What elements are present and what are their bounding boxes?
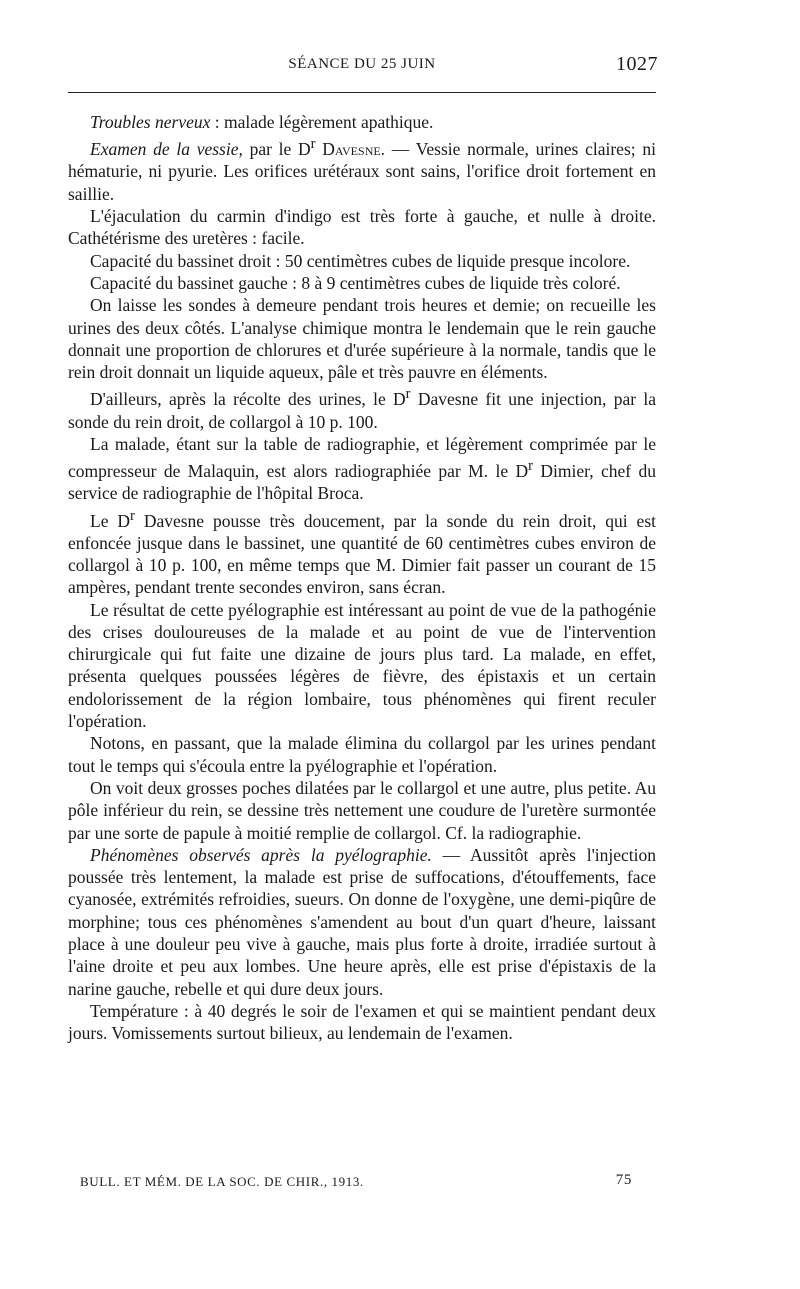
paragraph: Examen de la vessie, par le $D^r$ Davesne. — Vessie normale, urines claires; ni hématurie, ni pyurie. Les orifices urétéraux sont sains, l'orifice droit fortement en saillie. (68, 136, 656, 204)
author-name: Davesne. (315, 139, 386, 160)
paragraph: Phénomènes observés après la pyélographie. — Aussitôt après l'injection poussée très lentement, la malade est prise de suffocations, d'étouffements, face cyanosée, extrémités refroidies, sueurs. On donne de l'oxygène, une demi-piqûre de morphine; tous ces phénomènes s'amendent au bout d'un quart d'heure, laissant place à une douleur peu vive à gauche, mais plus forte à droite, irradiée surtout à l'aine droite et peu aux lombes. Une heure après, elle est prise d'épistaxis de la narine gauche, rebelle et qui dure deux jours. (68, 844, 656, 999)
paragraph: L'éjaculation du carmin d'indigo est très forte à gauche, et nulle à droite. Cathétérisme des uretères : facile. (68, 206, 656, 249)
paragraph-lead: Examen de la vessie, (90, 139, 243, 160)
paragraph: Notons, en passant, que la malade élimina du collargol par les urines pendant tout le temps qui s'écoula entre la pyélographie et l'opération. (68, 733, 656, 776)
header-rule (68, 92, 656, 93)
running-title: SÉANCE DU 25 JUIN (288, 56, 436, 72)
paragraph: Le résultat de cette pyélographie est intéressant au point de vue de la pathogénie des crises douloureuses de la malade et au point de vue de l'intervention chirurgicale qui fut faite une dizaine de jours plus tard. La malade, en effet, présenta quelques poussées légères de fièvre, des épistaxis et un certain endolorissement de la région lombaire, tous phénomènes qui firent reculer l'opération. (68, 599, 656, 732)
paragraph: La malade, étant sur la table de radiographie, et légèrement comprimée par le compresseur de Malaquin, est alors radiographiée par M. le $D^r$ Dimier, chef du service de radiographie de l'hôpital Broca. (68, 433, 656, 504)
paragraph: Température : à 40 degrés le soir de l'examen et qui se maintient pendant deux jours. Vomissements surtout bilieux, au lendemain de l'examen. (68, 1000, 656, 1044)
paragraph-lead: Troubles nerveux (90, 112, 211, 132)
paragraph: Capacité du bassinet droit : 50 centimètres cubes de liquide presque incolore. (90, 250, 631, 271)
running-header (66, 53, 658, 82)
paragraph: Le $D^r$ Davesne pousse très doucement, par la sonde du rein droit, qui est enfoncée jusque dans le bassinet, une quantité de 60 centimètres cubes environ de collargol à 10 p. 100, en même temps que M. Dimier fait passer un courant de 15 ampères, pendant trente secondes environ, sans écran. (68, 507, 656, 598)
signature-number: 75 (615, 1172, 632, 1188)
paragraph: On laisse les sondes à demeure pendant trois heures et demie; on recueille les urines des deux côtés. L'analyse chimique montra le lendemain que le rein gauche donnait une proportion de chlorures et d'urée supérieure à la normale, tandis que le rein droit donnait un liquide aqueux, pâle et très pauvre en éléments. (68, 295, 656, 383)
bulletin-citation: BULL. ET MÉM. DE LA SOC. DE CHIR., 1913. (80, 1174, 364, 1189)
paragraph-lead: Phénomènes observés après la pyélographie. (90, 844, 432, 865)
paragraph: Troubles nerveux : malade légèrement apathique. (90, 112, 434, 132)
paragraph: On voit deux grosses poches dilatées par le collargol et une autre, plus petite. Au pôle inférieur du rein, se dessine très nettement une coudure de l'uretère surmontée par une sorte de papule à moitié remplie de collargol. Cf. la radiographie. (68, 777, 656, 843)
paragraph: Capacité du bassinet gauche : 8 à 9 centimètres cubes de liquide très coloré. (90, 272, 621, 293)
page-number: 1027 (616, 53, 658, 75)
body-text (68, 111, 656, 1044)
page-footer (80, 1172, 632, 1194)
paragraph: D'ailleurs, après la récolte des urines, le $D^r$ Davesne fit une injection, par la sonde du rein droit, de collargol à 10 p. 100. (68, 386, 656, 432)
